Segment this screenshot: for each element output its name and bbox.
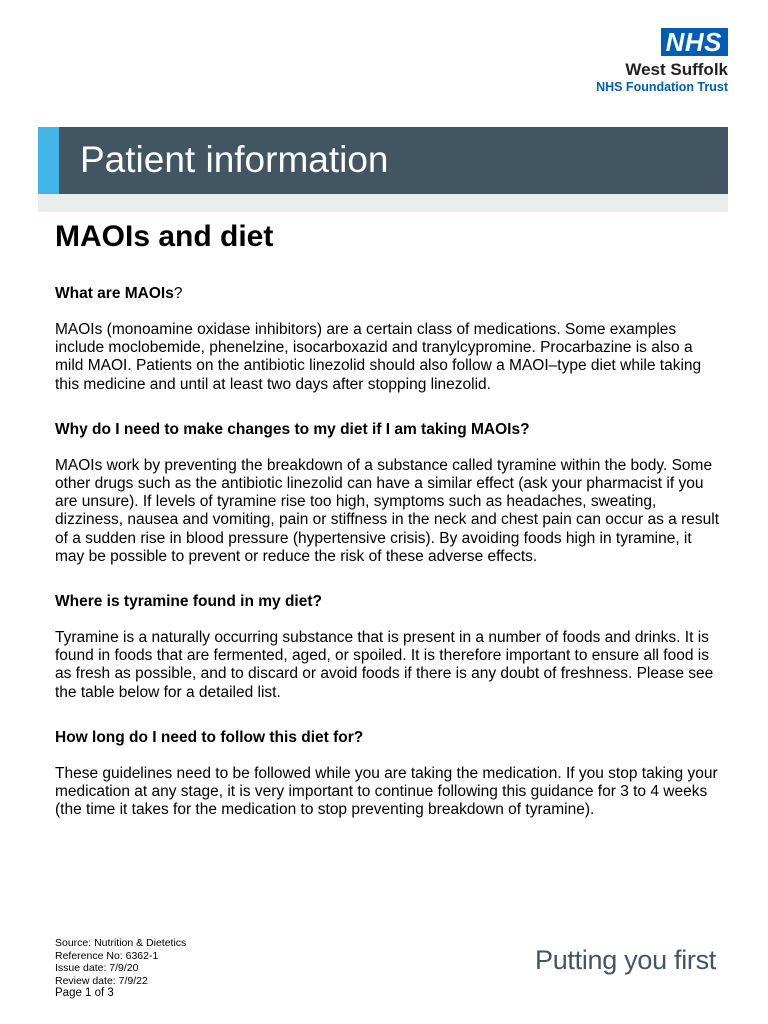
footer-issue-date: Issue date: 7/9/20 (55, 962, 139, 975)
footer-slogan: Putting you first (535, 945, 716, 975)
banner-title: Patient information (80, 139, 389, 180)
section-heading: Where is tyramine found in my diet? (55, 593, 322, 611)
nhs-logo (596, 28, 728, 95)
document-title: MAOIs and diet (55, 220, 274, 253)
section-paragraph: MAOIs (monoamine oxidase inhibitors) are a certain class of medications. Some examples include moclobemide, phenelzine, isocarboxazid and tranylcypromine. Procarbazine is also a mild MAOI. Patients on the antibiotic linezolid should also follow a MAOI–type diet while taking this medicine and until at least two days after stopping linezolid. (55, 321, 702, 393)
section-paragraph: These guidelines need to be followed while you are taking the medication. If you stop taking your medication at any stage, it is very important to continue following this guidance for 3 to 4 weeks (the time it takes for the medication to stop preventing breakdown of tyramine). (55, 764, 718, 819)
trust-subtitle: NHS Foundation Trust (596, 80, 728, 94)
section-where-tyramine-found (55, 592, 725, 702)
section-heading-text: What are MAOIs (55, 285, 174, 302)
section-paragraph: Tyramine is a naturally occurring substance that is present in a number of foods and drinks. It is found in foods that are fermented, aged, or spoiled. It is therefore important to ensure all food is as fresh as possible, and to discard or avoid foods if there is any doubt of freshness. Please see the table below for a detailed list. (55, 629, 714, 701)
document-body (55, 284, 725, 845)
banner-lower-strip (38, 194, 728, 212)
footer-page-number: Page 1 of 3 (55, 987, 114, 1000)
nhs-logo-mark: NHS (661, 28, 728, 56)
footer-source: Source: Nutrition & Dietetics (55, 937, 187, 949)
section-what-are-maois (55, 284, 725, 394)
banner-accent-stripe (38, 127, 59, 194)
section-how-long-diet (55, 728, 725, 820)
section-heading-suffix: ? (173, 285, 183, 302)
section-heading: How long do I need to follow this diet for? (55, 728, 364, 746)
trust-name: West Suffolk (625, 60, 728, 79)
section-heading: Why do I need to make changes to my diet if I am taking MAOIs? (55, 420, 530, 438)
section-paragraph: MAOIs work by preventing the breakdown of a substance called tyramine within the body. Some other drugs such as the antibiotic linezolid can have a similar effect (ask your pharmacist if you are unsure). If levels of tyramine rise too high, symptoms such as headaches, sweating, dizziness, nausea and vomiting, pain or stiffness in the neck and chest pain can occur as a result of a sudden rise in blood pressure (hypertensive crisis). By avoiding foods high in tyramine, it may be possible to prevent or reduce the risk of these adverse effects. (55, 456, 720, 565)
footer-reference: Reference No: 6362-1 (55, 949, 159, 962)
footer-review-date: Review date: 7/9/22 (55, 974, 148, 987)
document-footer (55, 937, 186, 1000)
patient-information-banner (38, 127, 728, 194)
section-why-change-diet (55, 420, 725, 566)
section-heading (55, 284, 725, 304)
